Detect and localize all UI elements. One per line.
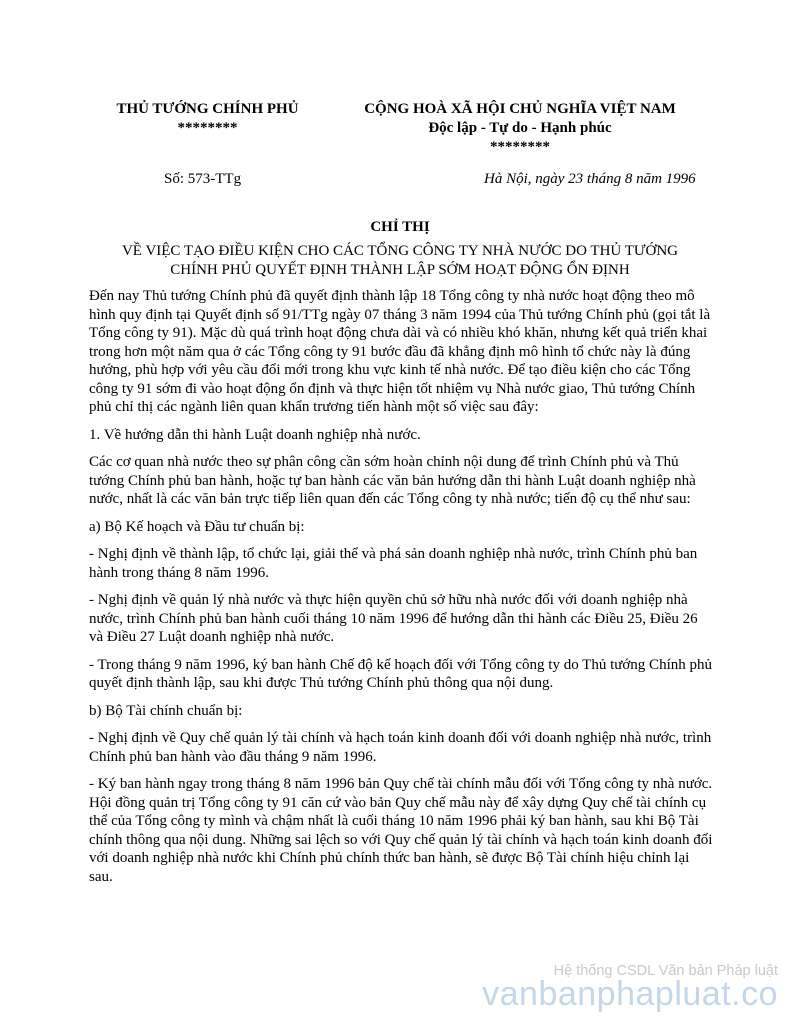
place-and-date: Hà Nội, ngày 23 tháng 8 năm 1996 <box>484 171 696 187</box>
body-paragraph: a) Bộ Kế hoạch và Đầu tư chuẩn bị: <box>89 518 305 535</box>
body-paragraph: Các cơ quan nhà nước theo sự phân công cần sớm hoàn chỉnh nội dung để trình Chính phủ và Thủ tướng Chính phủ ban hành, hoặc tự ban hành các văn bản hướng dẫn thi hành Luật doanh nghiệp nhà nước, nhất là các văn bản trực tiếp liên quan đến các Tổng công ty nhà nước; tiến độ cụ thể như sau: <box>89 454 696 507</box>
body-paragraph: - Trong tháng 9 năm 1996, ký ban hành Chế độ kế hoạch đối với Tổng công ty do Thủ tướng Chính phủ quyết định thành lập, sau khi được Thủ tướng Chính phủ thông qua nội dung. <box>89 656 712 691</box>
subtitle-line-2: CHÍNH PHỦ QUYẾT ĐỊNH THÀNH LẬP SỚM HOẠT ĐỘNG ỔN ĐỊNH <box>170 262 630 278</box>
issuing-authority-block <box>100 100 315 138</box>
document-number: Số: 573-TTg <box>164 171 242 187</box>
document-subtitle <box>90 242 710 280</box>
issuing-authority: THỦ TƯỚNG CHÍNH PHỦ <box>116 101 299 117</box>
body-paragraph: - Nghị định về quản lý nhà nước và thực hiện quyền chủ sở hữu nhà nước đối với doanh nghiệp nhà nước, trình Chính phủ ban hành cuối tháng 10 năm 1996 để hướng dẫn thi hành các Điều 25, Điều 26 và Điều 27 Luật doanh nghiệp nhà nước. <box>89 592 698 645</box>
subtitle-line-1: VỀ VIỆC TẠO ĐIỀU KIỆN CHO CÁC TỔNG CÔNG TY NHÀ NƯỚC DO THỦ TƯỚNG <box>121 243 679 259</box>
body-paragraph: b) Bộ Tài chính chuẩn bị: <box>89 702 243 719</box>
document-title: CHỈ THỊ <box>370 219 430 235</box>
national-header-block <box>345 100 695 157</box>
body-paragraph: 1. Về hướng dẫn thi hành Luật doanh nghiệp nhà nước. <box>89 426 421 443</box>
body-paragraph: - Nghị định về Quy chế quản lý tài chính và hạch toán kinh doanh đối với doanh nghiệp nhà nước, trình Chính phủ ban hành vào đầu tháng 9 năm 1996. <box>89 730 712 765</box>
body-paragraph: - Nghị định về thành lập, tổ chức lại, giải thể và phá sản doanh nghiệp nhà nước, trình Chính phủ ban hành trong tháng 8 năm 1996. <box>89 546 698 581</box>
right-stars: ******** <box>490 139 550 155</box>
national-motto: Độc lập - Tự do - Hạnh phúc <box>428 120 612 136</box>
watermark-caption: Hệ thống CSDL Văn bản Pháp luật <box>553 963 778 979</box>
body-paragraph: Đến nay Thủ tướng Chính phủ đã quyết định thành lập 18 Tổng công ty nhà nước hoạt động theo mô hình quy định tại Quyết định số 91/TTg ngày 07 tháng 3 năm 1994 của Thủ tướng Chính phủ (gọi tắt là Tổng công ty 91). Mặc dù quá trình hoạt động chưa dài và có nhiều khó khăn, nhưng kết quả triển khai trong hơn một năm qua ở các Tổng công ty 91 bước đầu đã khẳng định mô hình tổ chức này là đúng hướng, phù hợp với yêu cầu đổi mới trong khu vực kinh tế nhà nước. Để tạo điều kiện cho các Tổng công ty 91 sớm đi vào hoạt động ổn định và thực hiện tốt nhiệm vụ Nhà nước giao, Thủ tướng Chính phủ chỉ thị các ngành liên quan khẩn trương tiến hành một số việc sau đây: <box>89 288 711 415</box>
body-paragraph: - Ký ban hành ngay trong tháng 8 năm 1996 bản Quy chế tài chính mẫu đối với Tổng công ty nhà nước. Hội đồng quản trị Tổng công ty 91 căn cứ vào bản Quy chế mẫu này để xây dựng Quy chế tài chính cụ thể của Tổng công ty mình và chậm nhất là cuối tháng 10 năm 1996 phải ký ban hành, sau khi Bộ Tài chính thông qua nội dung. Những sai lệch so với Quy chế quản lý tài chính và hạch toán kinh doanh đối với doanh nghiệp nhà nước khi Chính phủ chính thức ban hành, sẽ được Bộ Tài chính hiệu chỉnh lại sau. <box>89 776 713 885</box>
left-stars: ******** <box>177 120 238 136</box>
watermark-site: vanbanphapluat.co <box>482 975 778 1013</box>
national-title: CỘNG HOÀ XÃ HỘI CHỦ NGHĨA VIỆT NAM <box>364 101 676 117</box>
document-body <box>89 287 715 895</box>
